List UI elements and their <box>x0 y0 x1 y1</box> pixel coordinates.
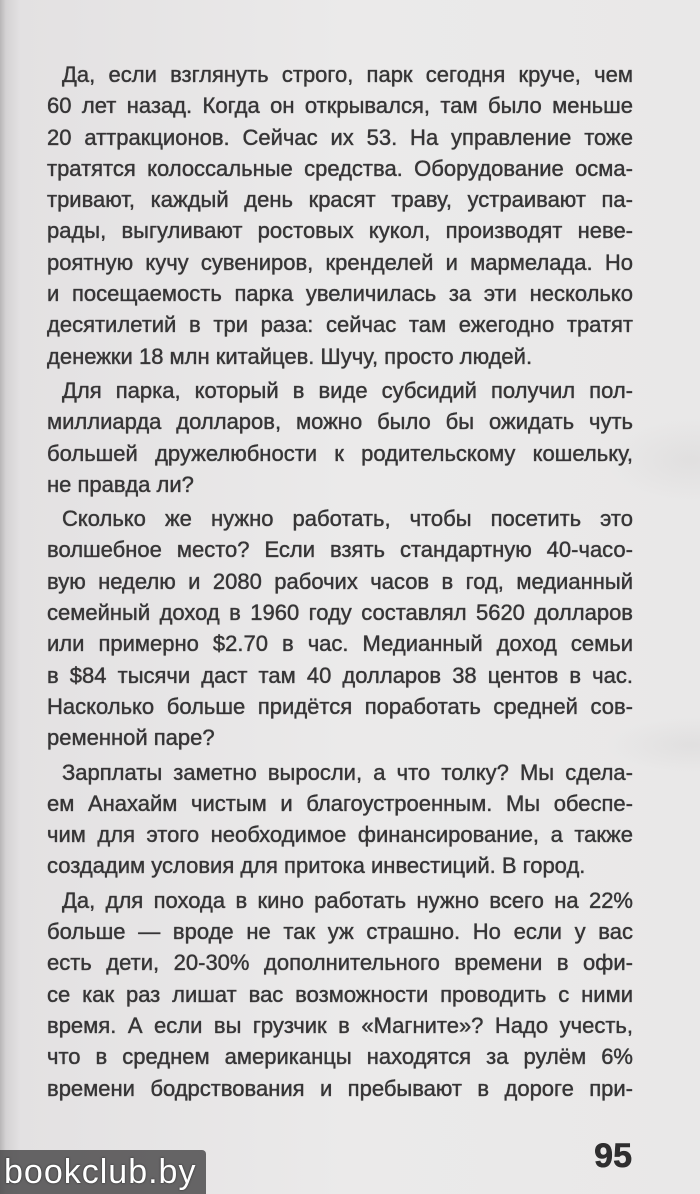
text-line: в $84 тысячи даст там 40 долларов 38 центов в час. <box>47 662 633 688</box>
text-line: не правда ли? <box>47 471 194 497</box>
text-line: времени бодрствования и пребывают в дороге при- <box>47 1075 633 1101</box>
text-line: се как раз лишат вас возможности проводить с ними <box>47 981 633 1007</box>
watermark-text: bookclub.by <box>4 1153 197 1191</box>
watermark-logo <box>0 1150 206 1194</box>
text-line: создадим условия для притока инвестиций. В город. <box>47 853 586 879</box>
text-line: Насколько больше придётся поработать средней сов- <box>47 693 633 719</box>
text-line: десятилетий в три раза: сейчас там ежегодно тратят <box>47 312 633 338</box>
text-line: тратятся колоссальные средства. Оборудование осма- <box>47 155 633 181</box>
text-line: денежки 18 млн китайцев. Шучу, просто людей. <box>47 343 533 369</box>
text-line: Да, если взглянуть строго, парк сегодня круче, чем <box>62 62 633 87</box>
text-line: ременной паре? <box>47 725 215 751</box>
text-line: время. А если вы грузчик в «Магните»? Надо учесть, <box>47 1012 633 1038</box>
text-line: Да, для похода в кино работать нужно всего на 22% <box>62 887 633 913</box>
text-line: вую неделю и 2080 рабочих часов в год, медианный <box>47 568 633 594</box>
text-line: или примерно $2.70 в час. Медианный доход семьи <box>47 631 633 657</box>
text-line: что в среднем американцы находятся за рулём 6% <box>47 1044 633 1070</box>
page-number: 95 <box>594 1137 632 1175</box>
text-line: Сколько же нужно работать, чтобы посетить это <box>62 506 633 532</box>
text-line: больше — вроде не так уж страшно. Но если у вас <box>47 919 633 945</box>
text-line: есть дети, 20-30% дополнительного времени в офи- <box>47 950 633 976</box>
text-line: ем Анахайм чистым и благоустроенным. Мы обеспе- <box>47 790 633 816</box>
text-line: семейный доход в 1960 году составлял 5620 долларов <box>47 600 633 626</box>
text-line: Зарплаты заметно выросли, а что толку? Мы сдела- <box>62 759 633 785</box>
paragraph <box>47 375 633 500</box>
text-line: большей дружелюбности к родительскому кошельку, <box>47 440 633 466</box>
text-line: чим для этого необходимое финансирование, а также <box>47 822 633 848</box>
text-line: 20 аттракционов. Сейчас их 53. На управление тоже <box>47 124 633 150</box>
text-line: 60 лет назад. Когда он открывался, там было меньше <box>47 93 633 119</box>
paragraph <box>47 757 633 882</box>
text-line: рады, выгуливают ростовых кукол, производят неве- <box>47 218 633 244</box>
paragraph <box>47 59 633 372</box>
text-line: волшебное место? Если взять стандартную 40-часо- <box>47 537 633 563</box>
text-line: роятную кучу сувениров, кренделей и мармелада. Но <box>47 249 633 275</box>
page-text <box>47 59 633 1104</box>
paragraph <box>47 885 633 1104</box>
text-line: миллиарда долларов, можно было бы ожидать чуть <box>47 409 633 435</box>
text-line: и посещаемость парка увеличилась за эти несколько <box>47 281 633 307</box>
paragraph <box>47 503 633 753</box>
text-line: Для парка, который в виде субсидий получил пол- <box>62 377 633 403</box>
text-line: тривают, каждый день красят траву, устраивают па- <box>47 187 633 213</box>
